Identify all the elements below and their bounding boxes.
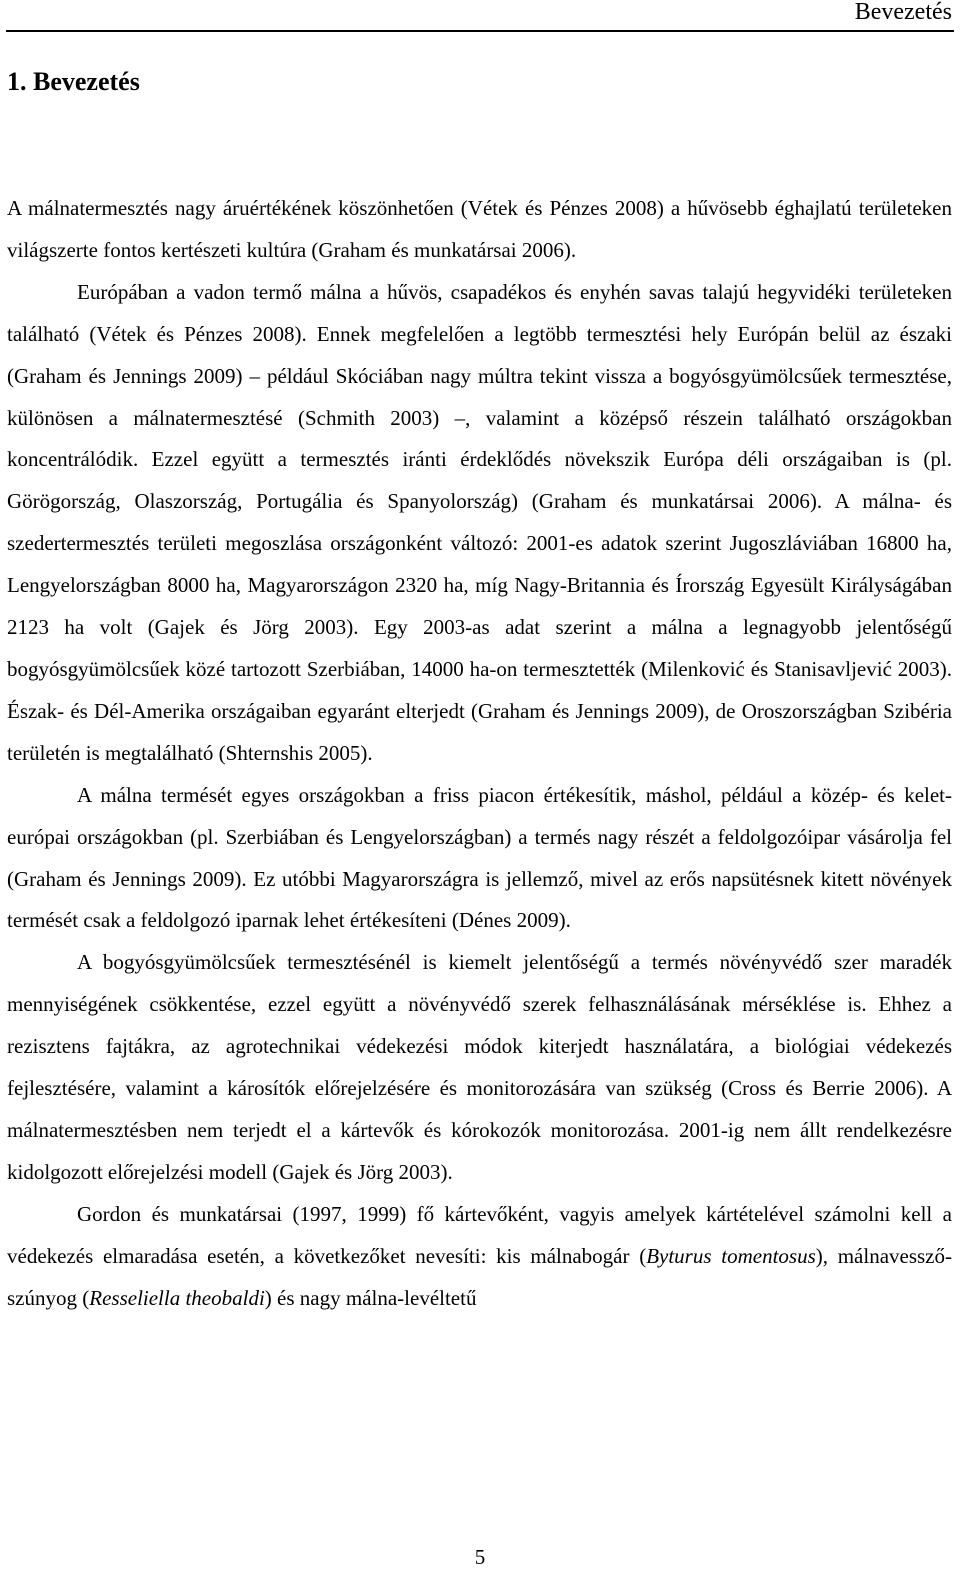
chapter-title: 1. Bevezetés <box>7 67 140 96</box>
species-name-byturus: Byturus tomentosus <box>646 1243 816 1268</box>
page-number: 5 <box>474 1545 486 1569</box>
body-text <box>7 188 952 1319</box>
paragraph-5-text-c: ), málnavessző-szúnyog ( <box>7 1243 952 1310</box>
paragraph-5 <box>7 1194 952 1320</box>
running-header: Bevezetés <box>854 0 952 25</box>
paragraph-3: A málna termését egyes országokban a friss piacon értékesítik, máshol, például a közép- és kelet-európai országokban (pl. Szerbiában és Lengyelországban) a termés nagy részét a feldolgozóipar vásárolja fel (Graham és Jennings 2009). Ez utóbbi Magyarországra is jellemző, mivel az erős napsütésnek kitett növények termését csak a feldolgozó iparnak lehet értékesíteni (Dénes 2009). <box>7 782 952 933</box>
paragraph-5-text-e: ) és nagy málna-levéltetű <box>264 1285 477 1310</box>
paragraph-1: A málnatermesztés nagy áruértékének köszönhetően (Vétek és Pénzes 2008) a hűvösebb éghajlatú területeken világszerte fontos kertészeti kultúra (Graham és munkatársai 2006). <box>7 196 952 262</box>
species-name-resseliella: Resseliella theobaldi <box>89 1285 265 1310</box>
paragraph-4: A bogyósgyümölcsűek termesztésénél is kiemelt jelentőségű a termés növényvédő szer maradék mennyiségének csökkentése, ezzel együtt a növényvédő szerek felhasználásának mérséklése is. Ehhez a rezisztens fajtákra, az agrotechnikai védekezési módok kiterjedt használatára, a biológiai védekezés fejlesztésére, valamint a károsítók előrejelzésére és monitorozására van szükség (Cross és Berrie 2006). A málnatermesztésben nem terjedt el a kártevők és kórokozók monitorozása. 2001-ig nem állt rendelkezésre kidolgozott előrejelzési modell (Gajek és Jörg 2003). <box>7 950 952 1184</box>
paragraph-5-text-a: Gordon és munkatársai (1997, 1999) fő kártevőként, vagyis amelyek kártételével számolni kell a védekezés elmaradása esetén, a következőket nevesíti: kis málnabogár ( <box>7 1201 952 1268</box>
header-rule <box>6 30 954 32</box>
paragraph-2: Európában a vadon termő málna a hűvös, csapadékos és enyhén savas talajú hegyvidéki területeken található (Vétek és Pénzes 2008). Ennek megfelelően a legtöbb termesztési hely Európán belül az északi (Graham és Jennings 2009) – például Skóciában nagy múltra tekint vissza a bogyósgyümölcsűek termesztése, különösen a málnatermesztésé (Schmith 2003) –, valamint a középső részein található országokban koncentrálódik. Ezzel együtt a termesztés iránti érdeklődés növekszik Európa déli országaiban is (pl. Görögország, Olaszország, Portugália és Spanyolország) (Graham és munkatársai 2006). A málna- és szedertermesztés területi megoszlása országonként változó: 2001-es adatok szerint Jugoszláviában 16800 ha, Lengyelországban 8000 ha, Magyarországon 2320 ha, míg Nagy-Britannia és Írország Egyesült Királyságában 2123 ha volt (Gajek és Jörg 2003). Egy 2003-as adat szerint a málna a legnagyobb jelentőségű bogyósgyümölcsűek közé tartozott Szerbiában, 14000 ha-on termesztették (Milenković és Stanisavljević 2003). Észak- és Dél-Amerika országaiban egyaránt elterjedt (Graham és Jennings 2009), de Oroszországban Szibéria területén is megtalálható (Shternshis 2005). <box>7 279 952 765</box>
